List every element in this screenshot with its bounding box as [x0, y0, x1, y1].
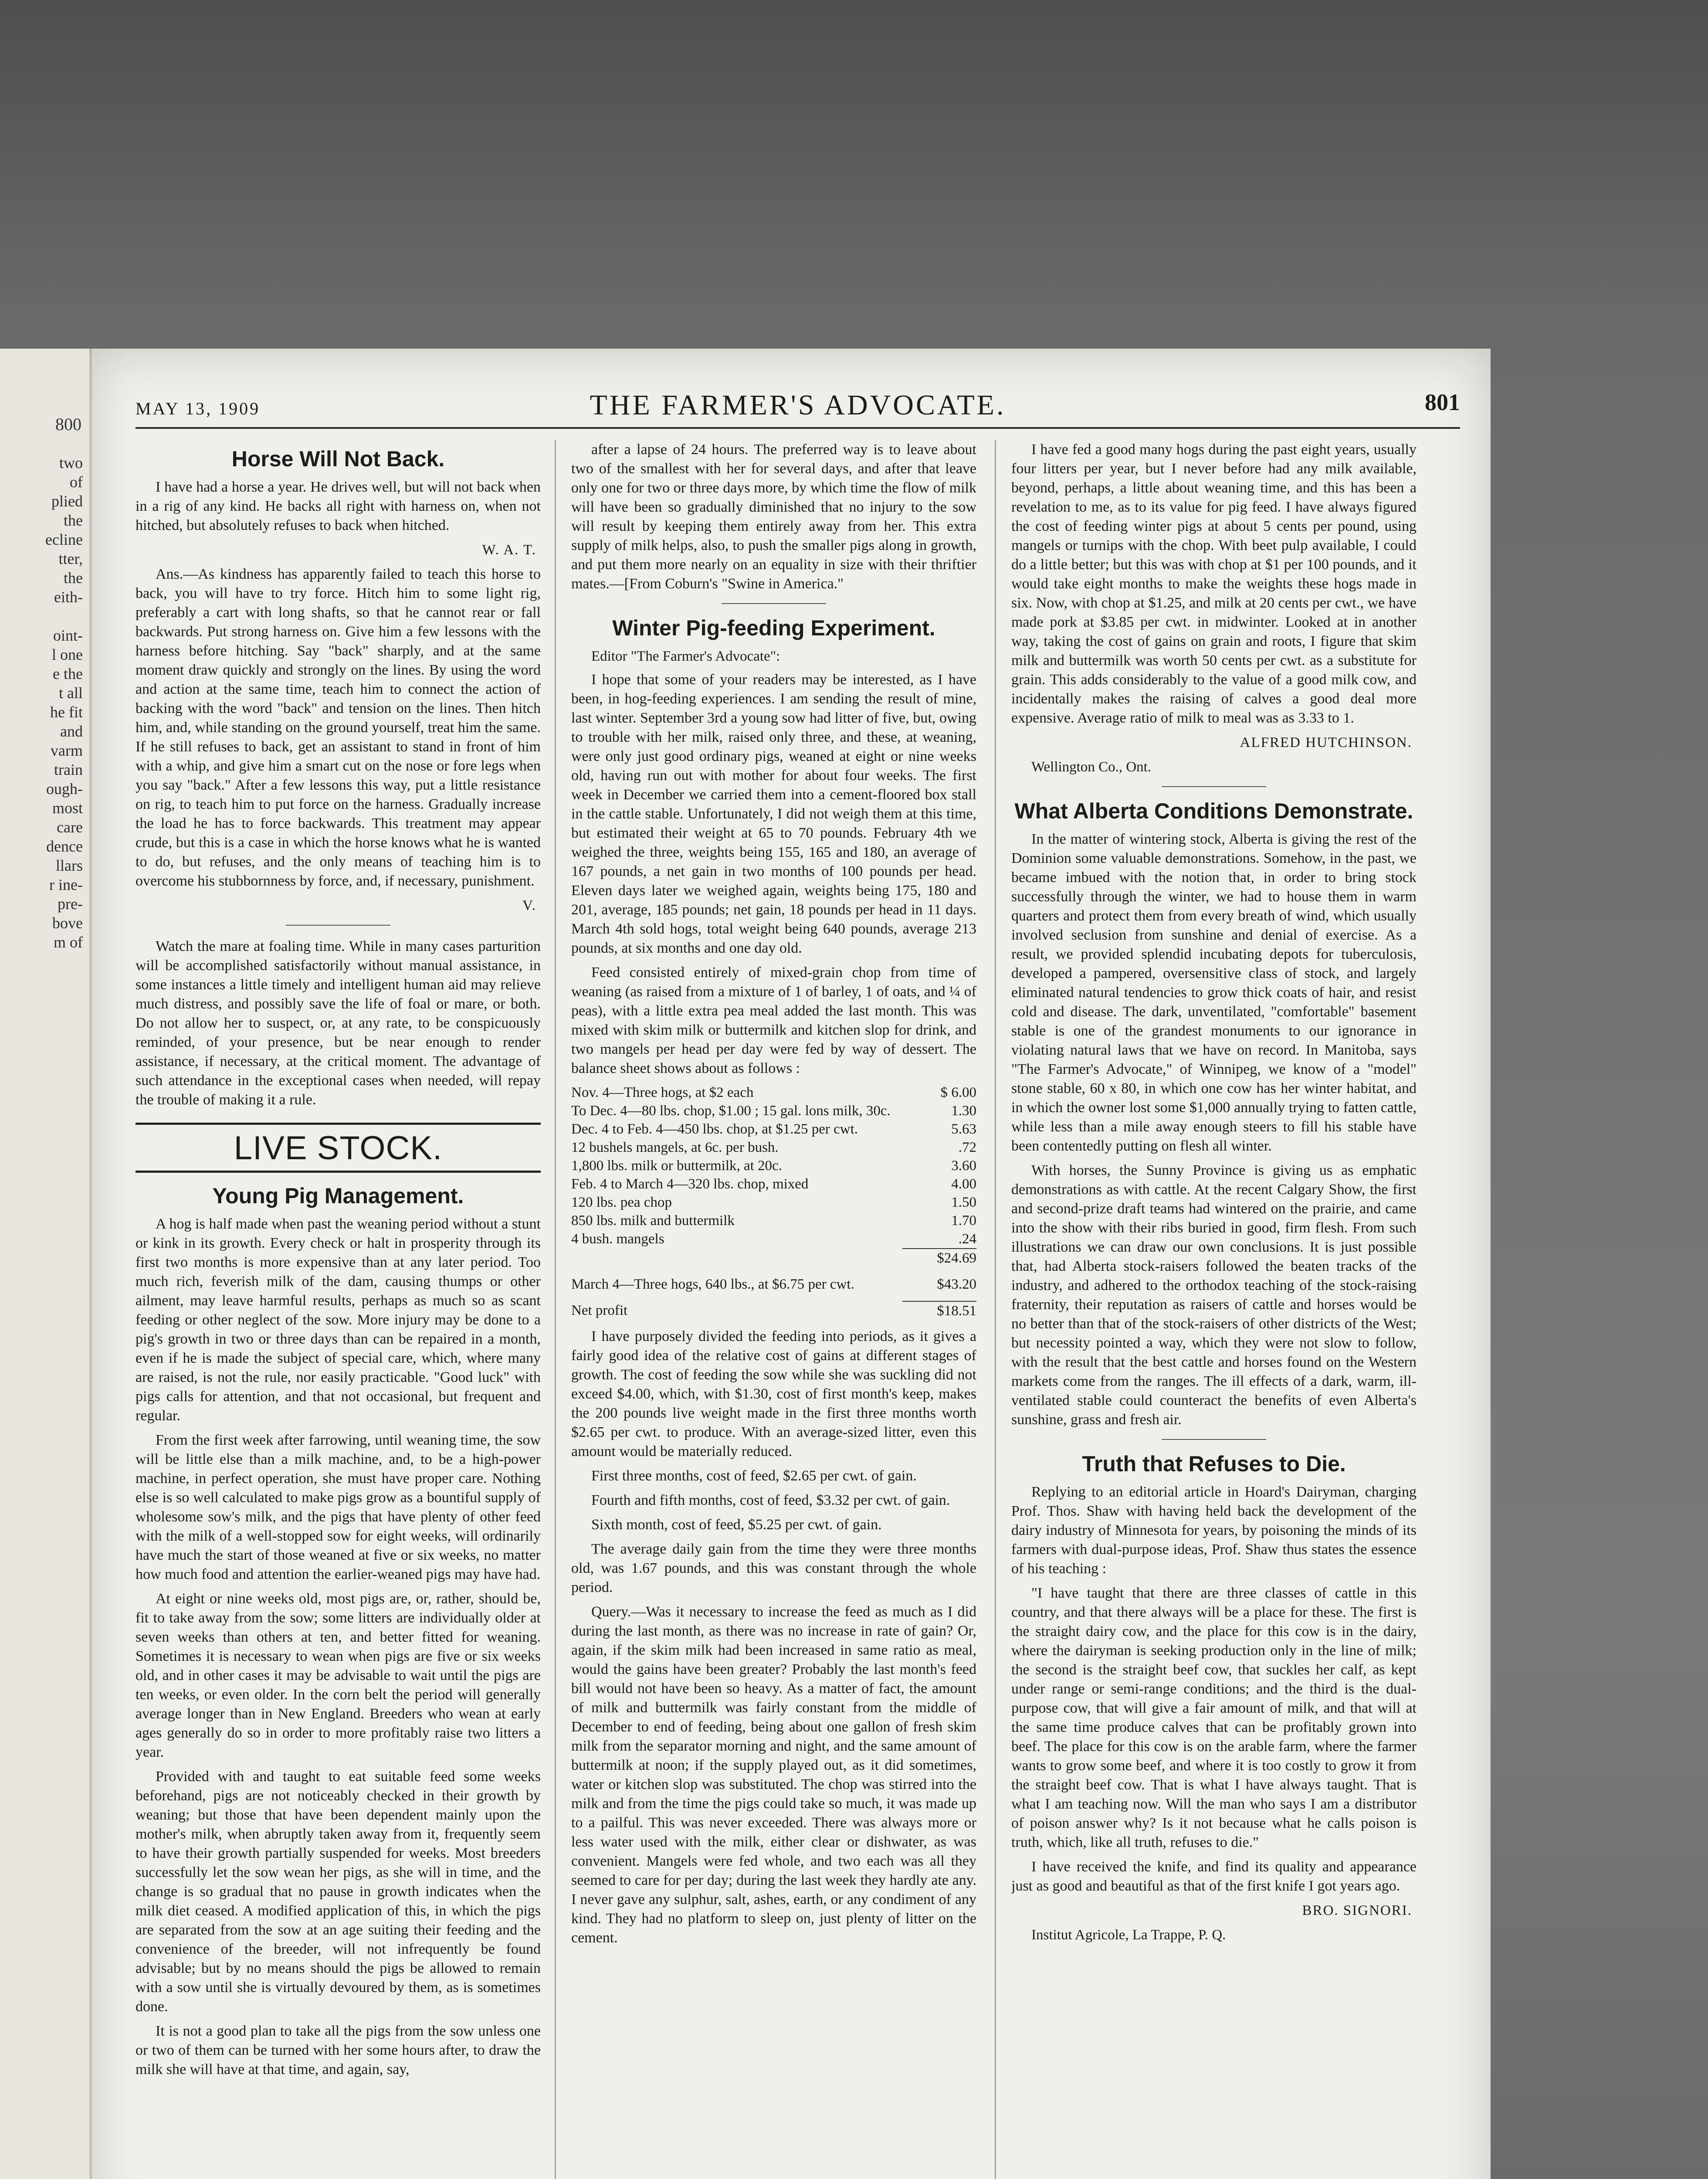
- column-3: [1011, 440, 1417, 2179]
- department-heading: LIVE STOCK.: [136, 1123, 541, 1173]
- balance-amount: 1.30: [951, 1103, 976, 1119]
- previous-page-line: most: [52, 799, 83, 817]
- alberta-paragraph: In the matter of wintering stock, Alberta is giving the rest of the Dominion some valuable demonstrations. Somehow, in the past, we became imbued with the notion that, in order to bring stock successfully through the winter, we had to house them in warm quarters and protect them from every breath of wind, which usually involved seclusion from sunshine and denial of exercise. As a result, we provided splendid incubating depots for tuberculosis, developed a pampered, oversensitive class of stock, and largely eliminated natural tendencies to grow thick coats of hair, and resist cold and disease. The dark, unventilated, "comfortable" basement stable is one of the grandest monuments to our ignorance in violating natural laws that we have on record. In Manitoba, says "The Farmer's Advocate," of Winnipeg, we know of a "model" stone stable, 60 x 80, in which one cow has her winter habitat, and in which the owner lost some $1,000 annually trying to fatten cattle, while less than a mile away enough steers to fill his stable have been contentedly putting on flesh all winter.: [1011, 831, 1417, 1154]
- horse-answer: Ans.—As kindness has apparently failed to teach this horse to back, you will have to try force. Hitch him to some light rig, preferably a cart with long shafts, so that he cannot rear or fall backwards. Put strong harness on. Give him a few lessons with the harness before hitching. Say "back" sharply, and at the same moment draw quickly and strongly on the lines. By using the word and action at the same time, teach him to connect the action of backing with the word "back" and tension on the lines. Then hitch him, and, while standing on the ground yourself, treat him the same. If he still refuses to back, get an assistant to stand in front of him with a whip, and give him a smart cut on the nose or fore legs when you say "back." After a few lessons this way, put a little resistance on rig, to teach him to put force on the harness. Gradually increase the load he has to force backwards. This treatment may appear crude, but this is a case in which the horse knows what he is wanted to do, but refuses, and the only means of teaching him is to overcome his stubbornness by force, and, if necessary, punishment.: [136, 566, 541, 889]
- section-divider: [286, 925, 390, 926]
- balance-item: Feb. 4 to March 4—320 lbs. chop, mixed: [571, 1176, 809, 1192]
- previous-page-line: r ine-: [49, 876, 83, 893]
- balance-item: 12 bushels mangels, at 6c. per bush.: [571, 1140, 779, 1155]
- balance-amount: .24: [958, 1231, 976, 1247]
- previous-page-line: eith-: [54, 588, 83, 606]
- balance-row: [571, 1193, 976, 1212]
- truth-paragraph: Replying to an editorial article in Hoard's Dairyman, charging Prof. Thos. Shaw with having held back the development of the dairy industry of Minnesota for years, by poisoning the minds of its farmers with dual-purpose ideas, Prof. Shaw thus states the essence of his teaching :: [1011, 1484, 1417, 1577]
- article-title-horse: Horse Will Not Back.: [231, 447, 445, 471]
- previous-page-line: the: [64, 569, 83, 587]
- sale-item: March 4—Three hogs, 640 lbs., at $6.75 per cwt.: [571, 1276, 854, 1292]
- winter-paragraph: Sixth month, cost of feed, $5.25 per cwt. of gain.: [591, 1517, 882, 1533]
- previous-page-line: the: [64, 512, 83, 529]
- pig-paragraph: It is not a good plan to take all the pigs from the sow unless one or two of them can be turned with her some hours after, to draw the milk she will have at that time, and again, say,: [136, 2023, 541, 2077]
- balance-amount: 3.60: [951, 1158, 976, 1174]
- balance-amount: 4.00: [951, 1176, 976, 1192]
- alberta-paragraph: With horses, the Sunny Province is giving us as emphatic demonstrations as with cattle. At the recent Calgary Show, the first and second-prize draft teams had wintered on the prairie, and came into the show with their ribs buried in good, firm flesh. From such illustrations we can draw our own conclusions. It is just possible that, had Alberta stock-raisers followed the beaten tracks of the industry, and adhered to the orthodox teaching of the stock-raising fraternity, their reputation as raisers of cattle and horses would be no better than that of the stock-raisers of other districts of the West; but necessity pointed a way, which they were not slow to follow, with the result that the best cattle and horses found on the Western markets come from the ranges. The ill effects of a dark, warm, ill-ventilated stable could counteract the benefits of even Alberta's sunshine, grass and fresh air.: [1011, 1162, 1417, 1428]
- header-rule: [136, 427, 1460, 429]
- previous-page-line: varm: [51, 742, 83, 759]
- balance-row: [571, 1083, 976, 1102]
- winter-paragraph: First three months, cost of feed, $2.65 per cwt. of gain.: [591, 1468, 917, 1484]
- previous-page-line: e the: [53, 665, 83, 682]
- previous-page-line: of: [70, 473, 83, 491]
- balance-amount: 1.70: [951, 1213, 976, 1229]
- balance-row: [571, 1230, 976, 1249]
- truth-signature: BRO. SIGNORI.: [1302, 1903, 1412, 1918]
- balance-item: 120 lbs. pea chop: [571, 1195, 672, 1210]
- previous-page-line: m of: [54, 933, 83, 951]
- balance-total-row: [571, 1249, 976, 1267]
- truth-paragraph: I have received the knife, and find its quality and appearance just as good and beautiful as that of the first knife I got years ago.: [1011, 1859, 1417, 1894]
- previous-page-line: bove: [52, 914, 83, 932]
- balance-amount: $ 6.00: [940, 1085, 976, 1100]
- profit-label: Net profit: [571, 1303, 628, 1318]
- editor-salutation: Editor "The Farmer's Advocate":: [591, 648, 780, 664]
- article-title-winter: Winter Pig-feeding Experiment.: [612, 616, 935, 640]
- previous-page-line: tter,: [58, 550, 83, 567]
- profit-amount: $18.51: [902, 1301, 976, 1320]
- winter-paragraph: The average daily gain from the time they were three months old, was 1.67 pounds, and this was constant through the whole period.: [571, 1541, 976, 1595]
- previous-page-line: l one: [52, 646, 83, 663]
- balance-row: [571, 1120, 976, 1138]
- previous-page-text: [0, 453, 83, 952]
- column-2: [571, 440, 976, 2179]
- balance-amount: 1.50: [951, 1195, 976, 1210]
- previous-page-line: t all: [59, 684, 83, 702]
- newspaper-page: [89, 349, 1491, 2179]
- balance-sheet: [571, 1083, 976, 1320]
- previous-page-edge: [0, 349, 92, 2179]
- balance-row: [571, 1138, 976, 1157]
- previous-page-number: 800: [55, 414, 81, 434]
- winter-paragraph: Query.—Was it necessary to increase the feed as much as I did during the last month, as there was no increase in rate of gain? Or, again, if the skim milk had been increased in same ratio as meal, would the gains have been greater? Probably the last month's feed bill would not have been so heavy. As a matter of fact, the amount of milk and buttermilk was fairly constant from the middle of December to end of feeding, being about one gallon of fresh skim milk from the separator morning and night, and the same amount of buttermilk at noon; if the supply played out, as it did sometimes, water or kitchen slop was substituted. The chop was stirred into the milk and from the time the pigs could take so much, it was made up to a pailful. This was never exceeded. There was always more or less water used with the milk, either clear or dishwater, as was convenient. Mangels were fed whole, and two each was all they seemed to care for per day; during the last week they hardly ate any. I never gave any sulphur, salt, ashes, earth, or any condiment of any kind. They had no platform to sleep on, just plenty of litter on the cement.: [571, 1604, 976, 1946]
- previous-page-line: llars: [56, 857, 83, 874]
- profit-row: [571, 1301, 976, 1320]
- balance-item: 4 bush. mangels: [571, 1231, 664, 1247]
- winter-article-body: [571, 1327, 976, 1948]
- previous-page-line: two: [59, 454, 83, 472]
- truth-article-body: [1011, 1483, 1417, 1896]
- previous-page-line: ough-: [46, 780, 83, 798]
- balance-item: To Dec. 4—80 lbs. chop, $1.00 ; 15 gal. lons milk, 30c.: [571, 1103, 891, 1119]
- winter-paragraph-1: I hope that some of your readers may be interested, as I have been, in hog-feeding experiences. I am sending the result of mine, last winter. September 3rd a young sow had litter of five, but, owing to trouble with her milk, raised only three, and these, at weaning, were only just good ordinary pigs, weaned at eight or nine weeks old, having run out with mother for about four weeks. The first week in December we carried them into a cement-floored box stall in the cattle stable. Unfortunately, I did not weigh them at this time, but estimated their weight at 65 to 70 pounds. February 4th we weighed the three, weights being 155, 165 and 180, an average of 167 pounds, a net gain in two months of 100 pounds per head. Eleven days later we weighed again, weights being 175, 180 and 201, average, 185 pounds; net gain, 18 pounds per head in 11 days. March 4th sold hogs, total weight being 640 pounds, average 213 pounds, at six months and one day old.: [571, 672, 976, 956]
- winter-paragraph: Fourth and fifth months, cost of feed, $3.32 per cwt. of gain.: [591, 1492, 950, 1508]
- previous-page-line: train: [54, 761, 83, 778]
- pig-paragraph: At eight or nine weeks old, most pigs are, or, rather, should be, fit to take away from the sow; some litters are individually older at seven weeks than others at ten, and better fitted for weaning. Sometimes it is necessary to wean when pigs are five or six weeks old, and in other cases it may be advisable to wait until the pigs are ten weeks, or even older. In the corn belt the period will generally average longer than in New England. Breeders who wean at early ages generally do so in order to more profitably raise two litters a year.: [136, 1591, 541, 1760]
- balance-item: Dec. 4 to Feb. 4—450 lbs. chop, at $1.25 per cwt.: [571, 1121, 858, 1137]
- horse-answer-signature: V.: [522, 898, 536, 913]
- section-divider: [1162, 1439, 1266, 1440]
- previous-page-line: care: [57, 818, 83, 836]
- pig-paragraph: From the first week after farrowing, until weaning time, the sow will be little else than a milk machine, and, to be a high-power machine, in perfect operation, she must have proper care. Nothing else is so well calculated to make pigs grow as a bountiful supply of wholesome sow's milk, and the pigs that have plenty of other feed with the milk of a well-stopped sow for eight weeks, will ordinarily have much the start of those weaned at five or six weeks, no matter how much food and attention the earlier-weaned pigs may have had.: [136, 1432, 541, 1582]
- previous-page-line: pre-: [58, 895, 83, 913]
- sale-row: [571, 1275, 976, 1293]
- column-1: [136, 440, 541, 2179]
- page-header: [136, 389, 1460, 424]
- previous-page-line: oint-: [53, 627, 83, 644]
- balance-row: [571, 1175, 976, 1193]
- balance-row: [571, 1212, 976, 1230]
- hog-signature: ALFRED HUTCHINSON.: [1240, 735, 1412, 750]
- previous-page-line: plied: [51, 492, 83, 510]
- balance-total: $24.69: [902, 1249, 976, 1267]
- horse-question-signature: W. A. T.: [482, 542, 536, 558]
- page-number: 801: [1425, 389, 1460, 415]
- balance-item: 1,800 lbs. milk or buttermilk, at 20c.: [571, 1158, 782, 1174]
- sale-amount: $43.20: [937, 1276, 976, 1292]
- previous-page-line: and: [60, 723, 83, 740]
- balance-row: [571, 1157, 976, 1175]
- pig-article-body: [136, 1215, 541, 2079]
- hog-place: Wellington Co., Ont.: [1031, 759, 1152, 775]
- article-title-pig: Young Pig Management.: [212, 1184, 464, 1208]
- horse-question: I have had a horse a year. He drives well, but will not back when in a rig of any kind. He backs all right with harness on, when not hitched, but absolutely refuses to back when hitched.: [136, 479, 541, 533]
- previous-page-line: dence: [46, 838, 83, 855]
- alberta-article-body: [1011, 830, 1417, 1429]
- balance-item: Nov. 4—Three hogs, at $2 each: [571, 1085, 754, 1100]
- winter-paragraph: I have purposely divided the feeding into periods, as it gives a fairly good idea of the relative cost of gains at different stages of growth. The cost of feeding the sow while she was suckling did not exceed $4.00, which, with $1.30, cost of first month's keep, makes the 200 pounds live weight made in the first three months worth $2.65 per cwt. to produce. With an average-sized litter, even this amount would be materially reduced.: [571, 1328, 976, 1459]
- column-divider: [995, 440, 996, 2179]
- winter-paragraph-2: Feed consisted entirely of mixed-grain chop from time of weaning (as raised from a mixture of 1 of barley, 1 of oats, and ¼ of peas), with a little extra pea meal added the last month. This was mixed with skim milk or buttermilk and kitchen slop for drink, and two mangels per head per day were fed by way of dessert. The balance sheet shows about as follows :: [571, 964, 976, 1076]
- article-title-alberta: What Alberta Conditions Demonstrate.: [1014, 799, 1413, 823]
- article-title-truth: Truth that Refuses to Die.: [1082, 1452, 1346, 1476]
- truth-place: Institut Agricole, La Trappe, P. Q.: [1031, 1927, 1226, 1943]
- balance-item: 850 lbs. milk and buttermilk: [571, 1213, 735, 1229]
- previous-page-line: ecline: [45, 531, 83, 548]
- previous-page-line: [0, 607, 83, 626]
- issue-date: MAY 13, 1909: [136, 399, 261, 418]
- hog-experience-paragraph: I have fed a good many hogs during the past eight years, usually four litters per year, but I never before had any milk available, beyond, perhaps, a little about weaning time, and this has been a revelation to me, as to its value for pig feed. I have always figured the cost of feeding winter pigs at about 5 cents per pound, using mangels or turnips with the chop. With beet pulp available, I could do a little better; but this was with chop at $1 per 100 pounds, and it would take eight months to make the weights these hogs made in six. Now, with chop at $1.25, and milk at 20 cents per cwt., we have made pork at $3.85 per cwt. in midwinter. Looked at in another way, taking the cost of gains on grain and roots, I figure that skim milk and buttermilk was worth 50 cents per cwt. as a substitute for grain. This adds considerably to the value of a good milk cow, and incidentally makes the raising of calves a good deal more expensive. Average ratio of milk to meal was as 3.33 to 1.: [1011, 441, 1417, 726]
- column-divider: [555, 440, 556, 2179]
- balance-amount: 5.63: [951, 1121, 976, 1137]
- mare-paragraph: Watch the mare at foaling time. While in many cases parturition will be accomplished satisfactorily without manual assistance, in some instances a little timely and intelligent human aid may relieve much distress, and possibly save the life of foal or mare, or both. Do not allow her to suspect, or, at any rate, to be conspicuously reminded, of your presence, but be near enough to render assistance, if necessary, at the critical moment. The advantage of such attendance in the exceptional cases when needed, will repay the trouble of making it a rule.: [136, 938, 541, 1108]
- previous-page-line: he fit: [50, 703, 83, 721]
- pig-article-continuation: after a lapse of 24 hours. The preferred way is to leave about two of the smallest with her for several days, and after that leave only one for two or three days more, by which time the flow of milk will have been so gradually diminished that no injury to the sow will result by keeping them entirely away from her. This extra supply of milk helps, also, to push the smaller pigs along in growth, and put them more nearly on an equality in size with their thriftier mates.—[From Coburn's "Swine in America.": [571, 441, 976, 592]
- balance-row: [571, 1102, 976, 1120]
- balance-amount: .72: [958, 1140, 976, 1155]
- truth-paragraph: "I have taught that there are three classes of cattle in this country, and that there always will be a place for these. The first is the straight dairy cow, and the place for this cow is in the dairy, where the dairyman is seeking production only in the line of milk; the second is the straight beef cow, that suckles her calf, as kept under range or semi-range conditions; and the third is the dual-purpose cow, that will give a fair amount of milk, and that will at the same time produce calves that can be profitably grown into beef. The place for this cow is on the arable farm, where the farmer wants to grow some beef, and where it is too costly to grow it from the straight beef cow. That is what I have always taught. That is what I am teaching now. Will the man who says I am a distributor of poison answer why? Is it not because what he calls poison is truth, which, like all truth, refuses to die.": [1011, 1585, 1417, 1850]
- pig-paragraph: A hog is half made when past the weaning period without a stunt or kink in its growth. Every check or halt in prosperity through its first two months is more expensive than at any later period. Too much rich, feverish milk of the dam, causing thumps or other ailment, may leave harmful results, perhaps as much so as scant feeding or other neglect of the sow. More injury may be done to a pig's growth in two or three days than can be repaired in a month, even if he is made the subject of special care, which, where many are raised, is not the rule, nor easily practicable. "Good luck" with pigs calls for attention, and that not occasional, but frequent and regular.: [136, 1216, 541, 1424]
- section-divider: [1162, 786, 1266, 787]
- pig-paragraph: Provided with and taught to eat suitable feed some weeks beforehand, pigs are not noticeably checked in their growth by weaning; but those that have been dependent mainly upon the mother's milk, when abruptly taken away from it, frequently seem to have their growth partially suspended for weeks. Most breeders successfully let the sow wean her pigs, as she will in time, and the change is so gradual that no pause in growth indicates when the milk diet ceased. A modified application of this, in which the pigs are separated from the sow at an age suiting their feeding and the convenience of the breeder, will not infrequently be found advisable; but by no means should the pigs be allowed to remain with a sow until she is virtually devoured by them, as is sometimes done.: [136, 1768, 541, 2015]
- section-divider: [722, 603, 826, 604]
- publication-title: THE FARMER'S ADVOCATE.: [590, 389, 1006, 421]
